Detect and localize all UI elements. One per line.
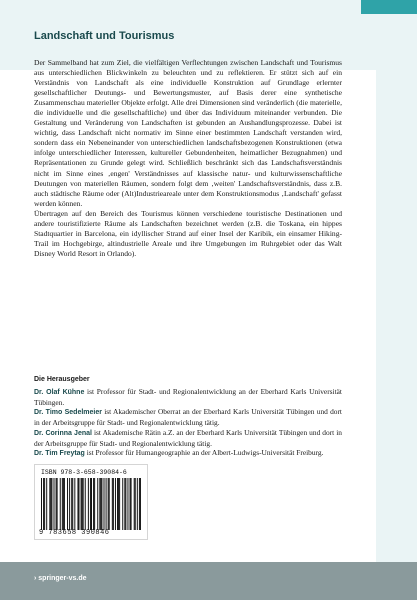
editor-entry [34, 448, 342, 459]
blurb-paragraph-1: Der Sammelband hat zum Ziel, die vielfältigen Verflechtungen zwischen Landschaft und Tourismus aus unterschiedlichen Blickwinkeln zu beleuchten und zu reflektieren. Er stützt sich auf ein Verständnis von Landschaft als eine individuelle Konstruktion auf Grundlage erlernter gesellschaftlicher Deutungs- und Bewertungsmuster, auf Basis derer eine synthetische Zusammenschau materieller Objekte erfolgt. Alle drei Dimensionen sind veränderlich (die materielle, die individuelle und die gesellschaftliche) und über das Individuum miteinander verbunden. Die Gestaltung und Veränderung von Landschaften ist gebunden an Aushandlungsprozesse. Dabei ist wichtig, dass Landschaft nicht normativ im Sinne einer bestimmten Landschaft verstanden wird, sondern dass ein Nebeneinander von unterschiedlichen landschaftsbezogenen Konstruktionen (etwa infolge unterschiedlicher Interessen, kultureller Gebundenheiten, heimatlicher Bezugnahmen) und Repräsentationen zu Grunde gelegt wird. Schließlich beschränkt sich das Landschaftsverständnis nicht im Sinne eines ‚engen' Verständnisses auf klassische natur- und kulturwissenschaftliche Deutungen von materiellen Räumen, sondern folgt dem ‚weiten' Landschaftsverständnis, dass z.B. auch städtische Räume oder (Alt)Industrieareale unter dem Konstruktionsmodus ‚Landschaft' gefasst werden können. [34, 58, 342, 208]
editor-name: Dr. Tim Freytag [34, 450, 85, 458]
blurb-paragraph-2: Übertragen auf den Bereich des Tourismus können verschiedene touristische Destinationen und andere touristifizierte Räume als Landschaften bezeichnet werden (z.B. die Toskana, ein hippes Stadtquartier in Barcelona, ein idyllischer Strand auf einer Insel der Karibik, ein einsamer Hiking-Trail im Hochgebirge, altindustrielle Areale und ihre Umgebungen im Ruhrgebiet oder das Walt Disney World Resort in Orlando). [34, 208, 342, 258]
editor-name: Dr. Olaf Kühne [34, 389, 85, 396]
barcode-digits: 9 783658 390846 [39, 529, 110, 537]
editors-list [34, 387, 342, 459]
editor-description: ist Akademischer Oberrat an der Eberhard Karls Universität Tübingen und dort in der Arbeitsgruppe für Stadt- und Regionalentwicklung tätig. [34, 407, 342, 428]
corner-accent [361, 0, 417, 14]
side-band [376, 0, 417, 600]
editor-entry [34, 428, 342, 448]
editor-description: ist Professor für Humangeographie an der Albert-Ludwigs-Universität Freiburg. [84, 448, 324, 458]
isbn-barcode-box [34, 464, 148, 540]
isbn-label: ISBN 978-3-658-39084-6 [41, 469, 127, 476]
editor-entry [34, 407, 342, 427]
barcode-icon [41, 478, 141, 530]
editor-description: ist Professor für Stadt- und Regionalentwicklung an der Eberhard Karls Universität Tübingen. [34, 387, 342, 407]
page-title: Landschaft und Tourismus [34, 30, 175, 42]
editor-name: Dr. Corinna Jenal [34, 429, 92, 437]
blurb-text [34, 58, 342, 259]
editor-entry [34, 387, 342, 407]
editor-description: ist Akademische Rätin a.Z. an der Eberhard Karls Universität Tübingen und dort in der Arbeitsgruppe für Stadt- und Regionalentwicklung tätig. [34, 427, 342, 448]
editor-name: Dr. Timo Sedelmeier [34, 409, 102, 417]
editors-heading: Die Herausgeber [34, 376, 90, 383]
publisher-link[interactable]: › springer-vs.de [34, 575, 87, 582]
